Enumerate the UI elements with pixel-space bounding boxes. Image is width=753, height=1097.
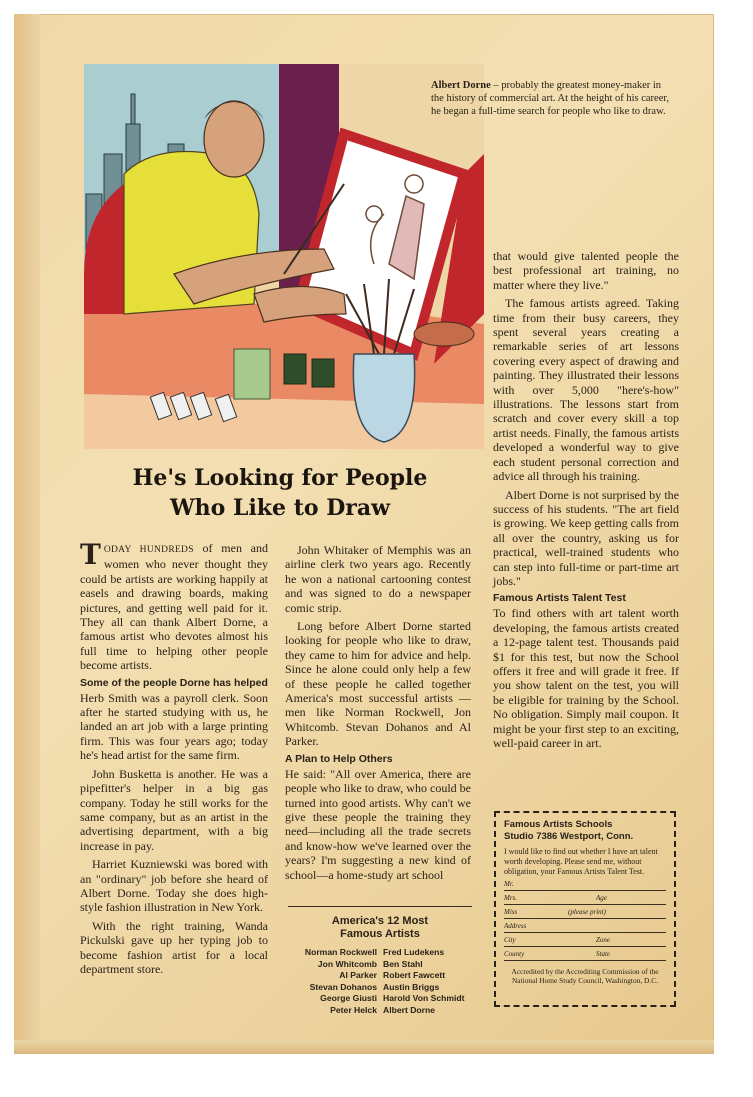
column-1-paragraph-3: John Busketta is another. He was a pipefitter's helper in a big gas company. Today he still works for the same company, but as an artist in the advertising department, with a big increase in pay. <box>80 766 268 853</box>
page-spine-edge <box>14 14 40 1054</box>
headline-line-2: Who Like to Draw <box>169 495 391 521</box>
article-column-1 <box>80 538 269 980</box>
artist-name: Stevan Dohanos <box>309 981 377 992</box>
field-label-age: Age <box>596 894 607 902</box>
artist-name: Austin Briggs <box>383 981 440 992</box>
field-label-zone: Zone <box>596 936 610 944</box>
field-label-county: County <box>504 950 525 958</box>
artists-grid <box>288 947 472 1016</box>
column-2-paragraph-1: John Whitaker of Memphis was an airline clerk two years ago. Recently he won a national cartooning contest and was signed to do a newspaper comic strip. <box>285 543 471 615</box>
column-3-paragraph-3: Albert Dorne is not surprised by the success of his students. "The art field is growing. We keep getting calls from all over the country, asking us for practical, well-trained students who can step into full-time or part-time art jobs." <box>493 487 679 588</box>
column-2-paragraph-3: He said: "All over America, there are people who like to draw, who could be turned into good artists. Why can't we give these people the training they need—including all the trade secrets and know-how we've learned over the years? I'm suggesting a new kind of school—a home-study art school <box>285 766 471 882</box>
field-label-miss: Miss <box>504 908 518 916</box>
column-1-paragraph-4: Harriet Kuzniewski was bored with an "ordinary" job before she heard of Albert Dorne. Today she does high-style fashion illustration in New York. <box>80 857 268 915</box>
field-label-mrs: Mrs. <box>504 894 518 902</box>
article-column-2 <box>285 543 471 886</box>
artist-name: George Giusti <box>320 993 377 1003</box>
famous-artists-list <box>288 906 472 1016</box>
field-label-mr: Mr. <box>504 880 514 888</box>
column-1-paragraph-5: With the right training, Wanda Pickulski gave up her typing job to become fashion artist for a local department store. <box>80 918 268 976</box>
mail-in-coupon[interactable] <box>494 811 676 1007</box>
coupon-field-mrs-age[interactable] <box>504 893 666 905</box>
paint-bowl <box>414 322 474 346</box>
illustration-caption <box>431 79 671 118</box>
field-label-city: City <box>504 936 516 944</box>
headline <box>100 463 460 523</box>
coupon-field-address[interactable] <box>504 921 666 933</box>
artist-name: Jon Whitcomb <box>317 958 377 969</box>
artist-name: Albert Dorne <box>383 1004 436 1015</box>
column-1-paragraph-1-text: of men and women who never thought they could be artists are working happily at easels and drawing boards, making pictures, and getting well paid for it. They all can thank Albert Dorne, a famous artist who devotes almost his full time to helping other people become artists. <box>80 541 269 673</box>
caption-name: Albert Dorne <box>431 80 491 91</box>
column-1-paragraph-1 <box>80 538 269 673</box>
artist-face <box>204 101 264 177</box>
artist-name: Harold Von Schmidt <box>383 993 465 1003</box>
column-3-paragraph-4: To find others with art talent worth developing, the famous artists created a 12-page talent test. Thousands paid $1 for this test, but now the School offers it free and will grade it free. If you show talent on the test, you will be eligible for training by the School. No obligation. Simply mail coupon. It might be your first step to an exciting, well-paid career in art. <box>493 606 679 750</box>
subhead-plan-to-help: A Plan to Help Others <box>285 752 393 765</box>
column-2-paragraph-2: Long before Albert Dorne started looking for people who like to draw, they came to him for advice and help. Since he alone could only help a few of these people he called together America's most successful artists —men like Norman Rockwell, Jon Whitcomb. Stevan Dohanos and Al Parker. <box>285 619 471 749</box>
lead-small-caps: ODAY HUNDREDS <box>103 545 194 555</box>
coupon-studio-address: Studio 7386 Westport, Conn. <box>504 831 634 842</box>
field-label-state: State <box>596 950 610 958</box>
paint-jar <box>234 349 270 399</box>
artists-title-line-1: America's 12 Most <box>331 915 429 927</box>
caption-text: – probably the greatest money-maker in the history of commercial art. At the height of his career, he began a full-time search for people who like to draw. <box>431 80 670 117</box>
coupon-accreditation: Accredited by the Accrediting Commission of the National Home Study Council, Washington, D.C. <box>511 967 659 985</box>
artist-name: Peter Helck <box>330 1004 377 1015</box>
coupon-school-name: Famous Artists Schools <box>504 819 613 830</box>
subhead-talent-test: Famous Artists Talent Test <box>493 592 626 605</box>
field-label-please-print: (please print) <box>568 908 606 916</box>
artist-name: Robert Fawcett <box>383 970 446 980</box>
artists-list-title <box>288 915 472 941</box>
column-3-paragraph-1: that would give talented people the best professional art training, no matter where they live." <box>493 249 679 292</box>
coupon-field-miss[interactable] <box>504 907 666 919</box>
column-3-paragraph-2: The famous artists agreed. Taking time from their busy careers, they spent several years creating a remarkable series of art lessons covering every aspect of drawing and painting. They illustrated their lessons with over 5,000 "here's-how" illustrations. The lessons start from scratch and cover every skill a top artist needs. Finally, the famous artists developed a wonderful way to give each student personal correction and advice all through his training. <box>493 296 679 484</box>
artists-title-line-2: Famous Artists <box>340 928 420 940</box>
artist-name: Norman Rockwell <box>304 947 377 957</box>
subhead-people-helped: Some of the people Dorne has helped <box>80 676 268 689</box>
field-label-address: Address <box>504 922 527 930</box>
artist-name: Fred Ludekens <box>383 947 445 957</box>
column-1-paragraph-2: Herb Smith was a payroll clerk. Soon after he started studying with us, he landed an art job with a large printing firm. This was four years ago; today he's head artist for the same firm. <box>80 690 268 763</box>
article-column-3 <box>493 249 679 754</box>
coupon-field-city-zone[interactable] <box>504 935 666 947</box>
coupon-field-mr[interactable] <box>504 879 666 891</box>
drop-cap: T <box>80 538 101 571</box>
coupon-request-text: I would like to find out whether I have art talent worth developing. Please send me, without obligation, your Famous Artists Talent Test. <box>504 847 658 876</box>
artist-painting-scene <box>84 64 484 449</box>
artist-name: Al Parker <box>339 970 377 980</box>
albert-dorne-illustration <box>84 64 484 449</box>
coupon-field-county-state[interactable] <box>504 949 666 961</box>
page-bottom-edge <box>14 1040 714 1054</box>
artist-name: Ben Stahl <box>383 958 423 969</box>
headline-line-1: He's Looking for People <box>132 465 428 491</box>
